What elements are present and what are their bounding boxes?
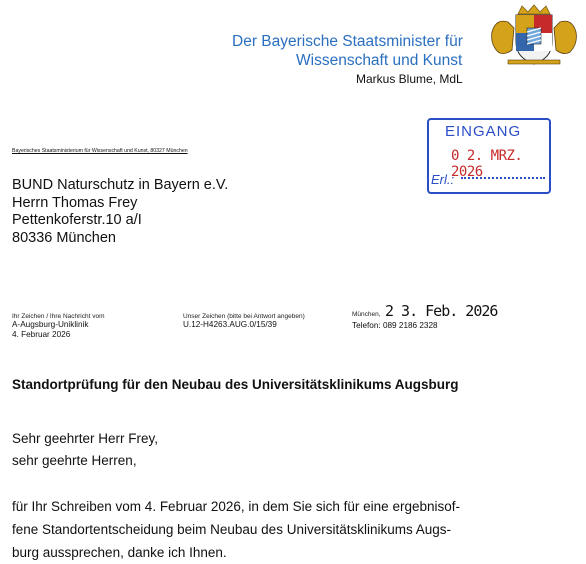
our-reference-label: Unser Zeichen (bitte bei Antwort angeben) [183, 313, 305, 320]
body-line: für Ihr Schreiben vom 4. Februar 2026, in dem Sie sich für eine ergebnisof- [12, 499, 460, 514]
salutation-line: sehr geehrte Herren, [12, 453, 137, 468]
recipient-line: Herrn Thomas Frey [12, 194, 138, 211]
return-address: Bayerisches Staatsministerium für Wissenschaft und Kunst, 80327 München [12, 148, 188, 154]
salutation-line: Sehr geehrter Herr Frey, [12, 431, 159, 446]
body-line: fene Standortentscheidung beim Neubau des Universitätsklinikums Augs- [12, 522, 451, 537]
stamp-dotted-line [461, 177, 545, 179]
date-and-phone [352, 302, 497, 331]
ministry-title [232, 32, 463, 70]
body-line: burg aussprechen, danke ich Ihnen. [12, 545, 227, 560]
recipient-line: Pettenkoferstr.10 a/I [12, 212, 142, 228]
stamp-title: EINGANG [445, 123, 522, 140]
salutation [12, 428, 158, 472]
letter-date [352, 302, 497, 321]
date-stamp: 2 3. Feb. 2026 [385, 302, 498, 320]
ministry-title-line1: Der Bayerische Staatsminister für [232, 33, 463, 50]
your-reference-value: A-Augsburg-Uniklinik [12, 320, 89, 329]
stamp-date: 0 2. MRZ. 2026 [451, 148, 523, 180]
incoming-stamp [427, 118, 551, 194]
bavarian-coat-of-arms-icon [486, 4, 582, 68]
city-label: München, [352, 311, 381, 318]
ministry-title-line2: Wissenschaft und Kunst [296, 52, 463, 69]
recipient-line: BUND Naturschutz in Bayern e.V. [12, 177, 229, 193]
our-reference [183, 313, 305, 330]
your-reference-date: 4. Februar 2026 [12, 330, 71, 339]
letter-subject: Standortprüfung für den Neubau des Universitätsklinikums Augsburg [12, 377, 459, 392]
your-reference-label: Ihr Zeichen / Ihre Nachricht vom [12, 313, 105, 320]
recipient-address [12, 177, 228, 247]
minister-name: Markus Blume, MdL [356, 72, 463, 86]
recipient-line: 80336 München [12, 229, 116, 246]
phone-number: Telefon: 089 2186 2328 [352, 321, 438, 330]
your-reference [12, 313, 104, 340]
stamp-erl-label: Erl.: [431, 172, 455, 187]
letter-body [12, 495, 460, 564]
our-reference-value: U.12-H4263.AUG.0/15/39 [183, 320, 277, 329]
